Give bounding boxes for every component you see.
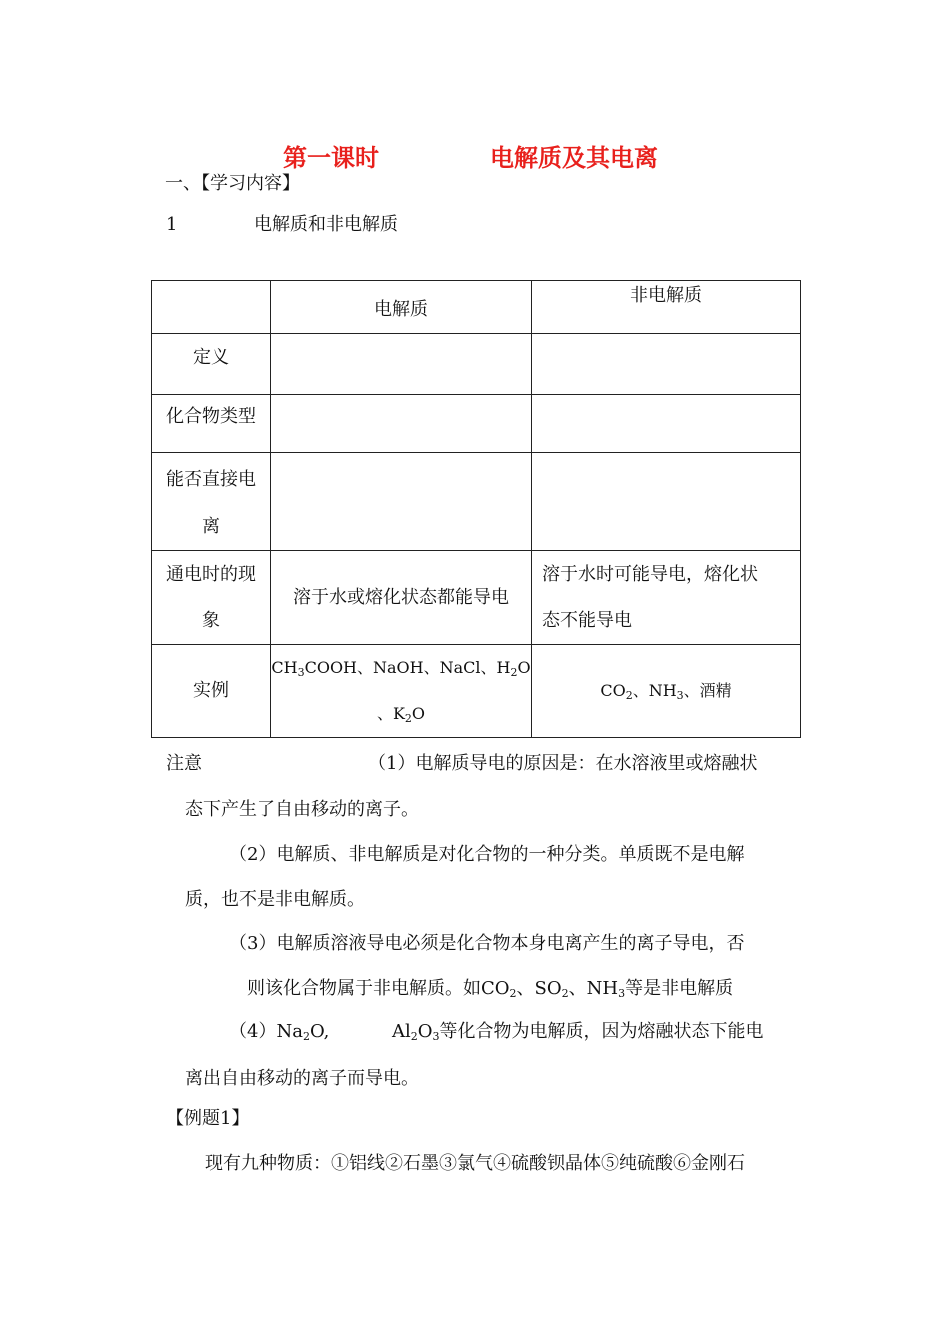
formula-subscript: 2: [302, 1030, 310, 1043]
note-2-line-1: （2）电解质、非电解质是对化合物的一种分类。单质既不是电解: [229, 844, 745, 865]
note-4-line-1-b: [392, 1020, 764, 1044]
cell-non-electrolyte-compound-type: [532, 395, 801, 453]
formula-subscript: 2: [404, 712, 412, 725]
row-label-conduction: [152, 551, 271, 645]
formula-part: O: [517, 658, 531, 677]
subsection-label: 电解质和非电解质: [254, 214, 398, 235]
row-label-line: 象: [202, 609, 220, 631]
table-row: [152, 395, 801, 453]
row-label-line: 通电时的现: [166, 563, 256, 585]
lesson-title: 第一课时: [283, 144, 379, 172]
text-part: O,: [309, 1021, 330, 1042]
formula-line: [271, 691, 531, 737]
cell-non-electrolyte-examples: [532, 645, 801, 738]
text-part: （4）Na: [229, 1021, 303, 1042]
table-row: [152, 645, 801, 738]
formula-part: 、酒精: [683, 681, 732, 700]
header-non-electrolyte: 非电解质: [532, 281, 801, 334]
row-label-compound-type: 化合物类型: [152, 395, 271, 453]
row-label-definition: 定义: [152, 334, 271, 395]
table-row: [152, 334, 801, 395]
cell-electrolyte-direct-ionization: [271, 453, 532, 551]
example-text: 现有九种物质：①铝线②石墨③氯气④硫酸钡晶体⑤纯硫酸⑥金刚石: [205, 1153, 745, 1174]
text-part: 则该化合物属于非电解质。如CO: [247, 978, 510, 999]
cell-line: 溶于水时可能导电，熔化状: [542, 563, 758, 585]
table-row: [152, 551, 801, 645]
formula-subscript: 2: [410, 1030, 418, 1043]
formula-subscript: 3: [618, 987, 626, 1000]
cell-non-electrolyte-direct-ionization: [532, 453, 801, 551]
text-part: 、SO: [516, 978, 562, 999]
topic-title: 电解质及其电离: [490, 144, 658, 172]
text-part: 等化合物为电解质，因为熔融状态下能电: [439, 1021, 764, 1042]
formula-subscript: 2: [561, 987, 569, 1000]
row-label-line: 离: [202, 516, 220, 537]
formula-part: COOH、NaOH、NaCl、H: [304, 658, 511, 677]
example-heading: 【例题1】: [166, 1108, 250, 1129]
section-heading: 一、【学习内容】: [165, 173, 300, 194]
note-3-line-1: （3）电解质溶液导电必须是化合物本身电离产生的离子导电，否: [229, 933, 745, 954]
formula-subscript: 2: [625, 689, 633, 702]
note-1-line-2: 态下产生了自由移动的离子。: [185, 799, 419, 820]
cell-electrolyte-compound-type: [271, 395, 532, 453]
row-label-line: 能否直接电: [166, 469, 256, 490]
formula-part: 、NH: [632, 681, 677, 700]
cell-electrolyte-conduction: 溶于水或熔化状态都能导电: [271, 551, 532, 645]
formula-part: O: [411, 704, 426, 723]
formula-line: [271, 645, 531, 691]
notes-label: 注意: [166, 753, 202, 774]
note-2-line-2: 质，也不是非电解质。: [185, 889, 365, 910]
text-part: 等是非电解质: [625, 978, 734, 999]
header-electrolyte: 电解质: [271, 281, 532, 334]
formula-subscript: 3: [297, 666, 305, 679]
note-1-line-1: （1）电解质导电的原因是：在水溶液里或熔融状: [368, 753, 758, 774]
comparison-table: [151, 280, 801, 738]
cell-line: 态不能导电: [542, 609, 632, 631]
cell-non-electrolyte-definition: [532, 334, 801, 395]
formula-subscript: 3: [676, 689, 684, 702]
note-4-line-2: 离出自由移动的离子而导电。: [185, 1068, 419, 1089]
subsection-number: 1: [166, 214, 178, 235]
note-4-line-1-a: [229, 1020, 329, 1044]
formula-subscript: 3: [432, 1030, 440, 1043]
table-header-row: [152, 281, 801, 334]
formula-part: CO: [600, 681, 626, 700]
cell-electrolyte-definition: [271, 334, 532, 395]
table-row: [152, 453, 801, 551]
header-cell-empty: [152, 281, 271, 334]
row-label-examples: 实例: [152, 645, 271, 738]
formula-part: 、K: [376, 704, 405, 723]
text-part: 、NH: [568, 978, 619, 999]
row-label-direct-ionization: [152, 453, 271, 551]
formula-subscript: 2: [510, 666, 518, 679]
formula-part: CH: [271, 658, 298, 677]
note-3-line-2: [247, 977, 733, 1001]
cell-non-electrolyte-conduction: [532, 551, 801, 645]
text-part: Al: [392, 1021, 411, 1042]
formula-subscript: 2: [509, 987, 517, 1000]
text-part: O: [417, 1021, 433, 1042]
cell-electrolyte-examples: [271, 645, 532, 738]
